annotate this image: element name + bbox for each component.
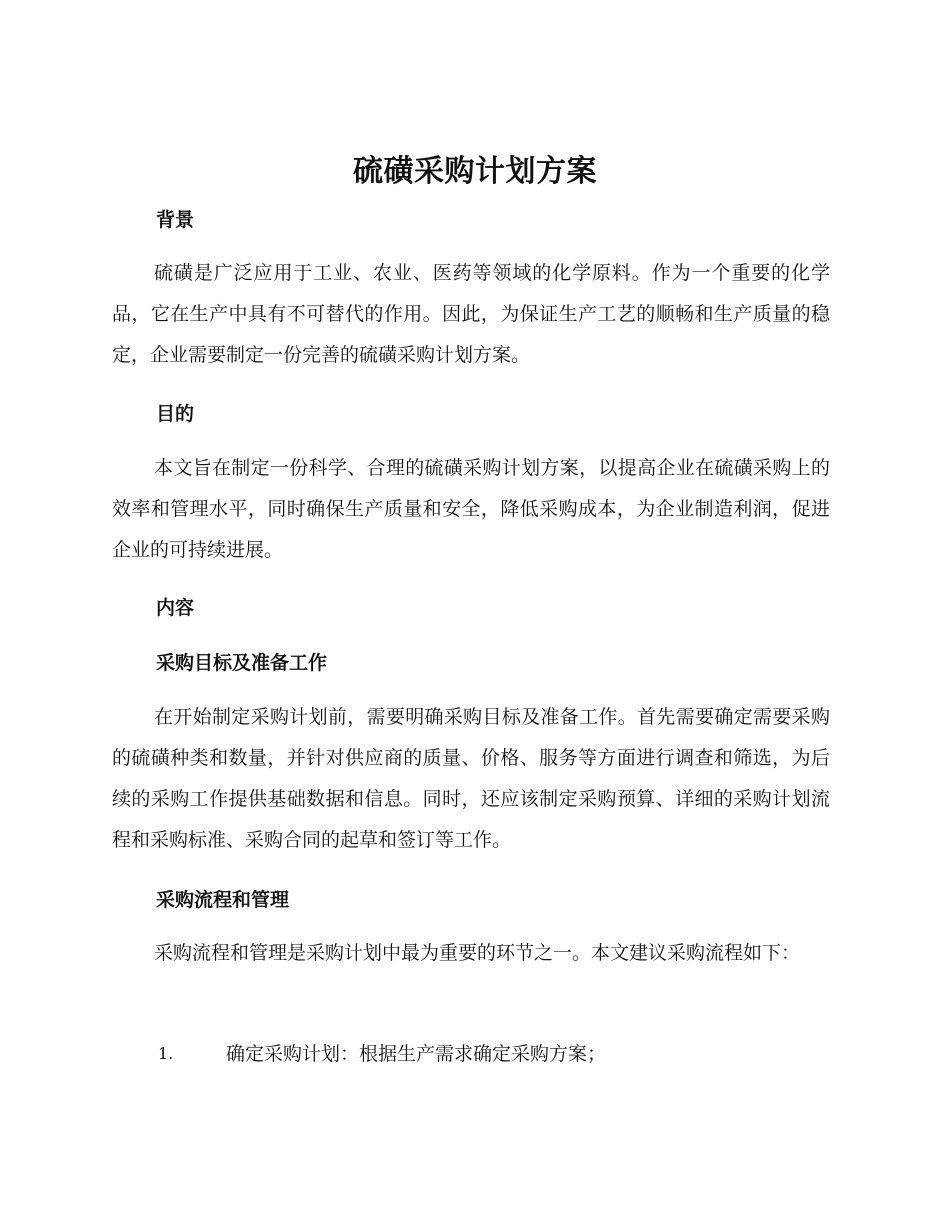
heading-goals: 采购目标及准备工作 <box>156 652 328 674</box>
document-title: 硫磺采购计划方案 <box>353 154 597 189</box>
heading-purpose: 目的 <box>156 403 195 425</box>
list-item-number: 1. <box>158 1044 174 1063</box>
paragraph-goals: 在开始制定采购计划前，需要明确采购目标及准备工作。首先需要确定需要采购的硫磺种类和数量，并针对供应商的质量、价格、服务等方面进行调查和筛选，为后续的采购工作提供基础数据和信息。同时，还应该制定采购预算、详细的采购计划流程和采购标准、采购合同的起草和签订等工作。 <box>112 706 830 851</box>
list-item-text: 确定采购计划：根据生产需求确定采购方案； <box>226 1043 607 1065</box>
paragraph-purpose: 本文旨在制定一份科学、合理的硫磺采购计划方案，以提高企业在硫磺采购上的效率和管理水平，同时确保生产质量和安全，降低采购成本，为企业制造利润，促进企业的可持续进展。 <box>112 457 830 561</box>
list-item <box>158 1039 830 1069</box>
heading-content: 内容 <box>156 597 195 619</box>
heading-process: 采购流程和管理 <box>156 889 290 911</box>
paragraph-background: 硫磺是广泛应用于工业、农业、医药等领域的化学原料。作为一个重要的化学品，它在生产中具有不可替代的作用。因此，为保证生产工艺的顺畅和生产质量的稳定，企业需要制定一份完善的硫磺采购计划方案。 <box>112 262 830 366</box>
paragraph-process: 采购流程和管理是采购计划中最为重要的环节之一。本文建议采购流程如下： <box>154 942 801 964</box>
heading-background: 背景 <box>156 209 195 231</box>
